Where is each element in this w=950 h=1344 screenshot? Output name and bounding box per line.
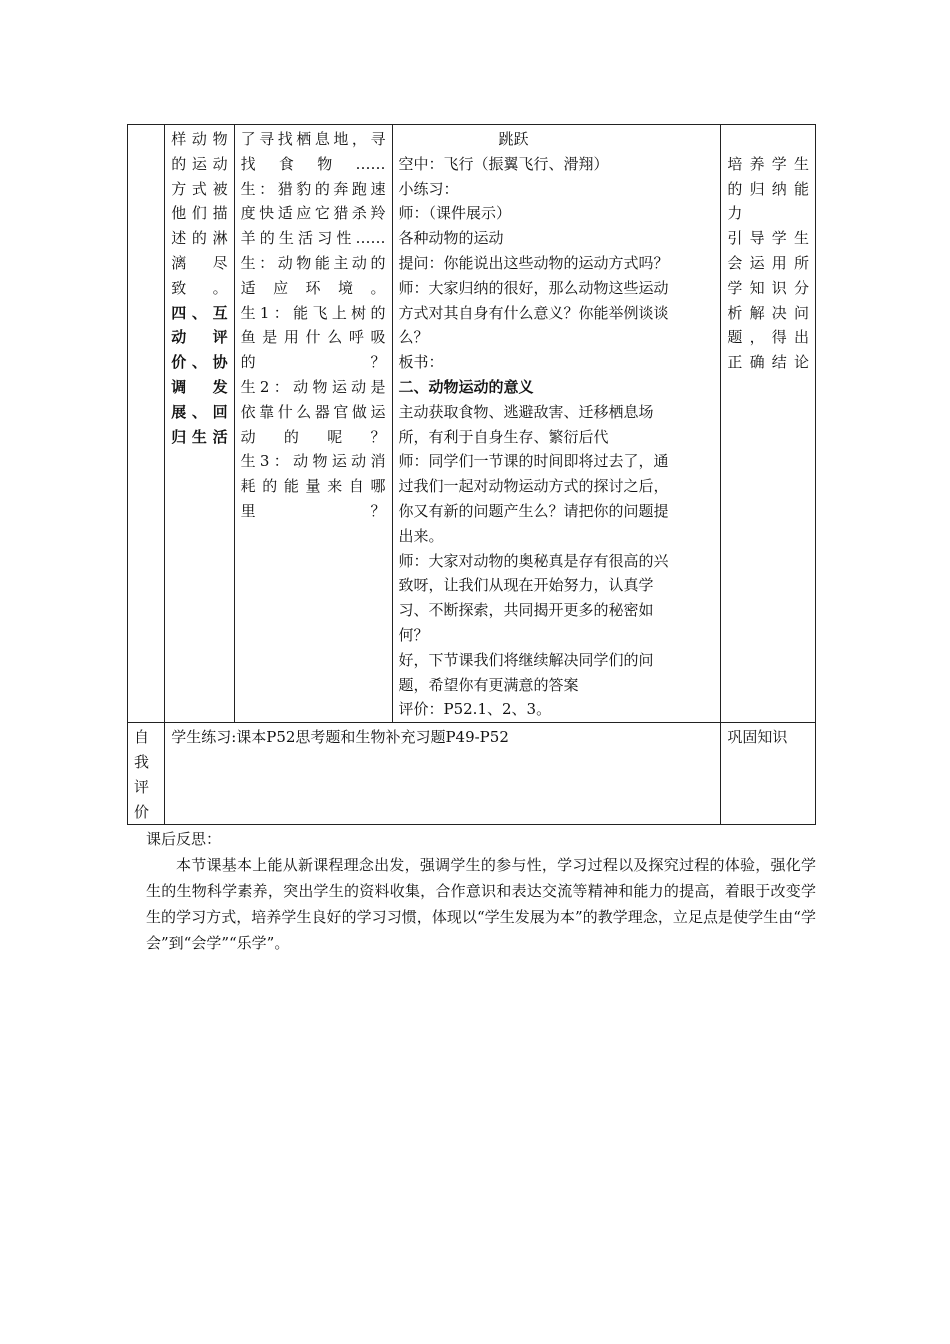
- text-line: 空中：飞行（振翼飞行、滑翔）: [398, 154, 609, 173]
- text-line: 适应环境。: [240, 278, 386, 297]
- reflection-section: [146, 826, 816, 956]
- text-line: 提问：你能说出这些动物的运动方式吗？: [398, 253, 669, 272]
- text-line: 述的淋: [171, 229, 228, 248]
- text-line: 生1：能飞上树的: [240, 303, 386, 322]
- text-line: 题，希望你有更满意的答案: [398, 675, 579, 694]
- reflection-body: 本节课基本上能从新课程理念出发，强调学生的参与性，学习过程以及探究过程的体验，强化学生的生物科学素养，突出学生的资料收集，合作意识和表达交流等精神和能力的提高，着眼于改变学生的学习方式，培养学生良好的学习习惯，体现以“学生发展为本”的教学理念，立足点是使学生由“学会”到“会学”“乐学”。: [146, 856, 816, 952]
- text-line: 生2：动物运动是: [240, 377, 386, 396]
- stage-heading: [171, 301, 227, 450]
- board-heading: 二、动物运动的意义: [398, 377, 534, 396]
- design-intent-cell: [721, 125, 816, 723]
- text-line: 过我们一起对动物运动方式的探讨之后，: [398, 477, 669, 496]
- text-line: 方式被: [171, 179, 228, 198]
- goal-cell: [721, 723, 816, 825]
- text-line: 你又有新的问题产生么？请把你的问题提: [398, 501, 669, 520]
- text-line: 动 评: [171, 328, 228, 347]
- table-row: [128, 723, 816, 825]
- text-line: 析解决问: [727, 303, 809, 322]
- text-line: 生：动物能主动的: [240, 253, 386, 272]
- text-line: 的？: [240, 353, 386, 372]
- self-eval-label-cell: [128, 723, 165, 825]
- text-line: 何？: [398, 625, 429, 644]
- text-line: 动的呢？: [240, 427, 386, 446]
- text-line: 漓 尽: [171, 253, 228, 272]
- reflection-title: 课后反思：: [146, 830, 222, 848]
- text-line: 归生活: [171, 427, 228, 446]
- text-line: 的运动: [171, 154, 228, 173]
- jump-label: 跳跃: [498, 130, 529, 148]
- text-line: 会运用所: [727, 253, 809, 272]
- text-line: 主动获取食物、逃避敌害、迁移栖息场: [398, 402, 654, 421]
- text-line: 方式对其自身有什么意义？你能举例谈谈: [398, 303, 669, 322]
- text-line: 找食物……: [240, 154, 386, 173]
- empty-stage-cell: [128, 125, 165, 723]
- text-line: 耗的能量来自哪: [240, 477, 386, 496]
- text-line: 里？: [240, 501, 386, 520]
- teacher-activity-cell: [392, 125, 721, 723]
- teacher-activity-text: [399, 152, 715, 375]
- goal-text: 巩固知识: [727, 728, 788, 747]
- text-line: 生：猎豹的奔跑速: [240, 179, 386, 198]
- text-line: 评: [134, 777, 150, 796]
- text-line: 鱼是用什么呼吸: [240, 328, 386, 347]
- text-line: 展、回: [171, 402, 228, 421]
- text-line: 羊的生活习性……: [240, 229, 386, 248]
- text-line: 引导学生: [727, 229, 809, 248]
- text-line: 自: [134, 728, 150, 747]
- text-line: 板书：: [398, 353, 444, 372]
- text-line: 各种动物的运动: [398, 229, 504, 248]
- student-activity-cell: [234, 125, 392, 723]
- text-line: 么？: [398, 328, 429, 347]
- text-line: 价、协: [171, 353, 228, 372]
- self-eval-label: [134, 725, 160, 824]
- student-activity-text: [241, 127, 386, 524]
- text-line: 度快适应它猎杀羚: [240, 204, 386, 223]
- text-line: 致。: [171, 278, 228, 297]
- text-line: 所，有利于自身生存、繁衍后代: [398, 427, 609, 446]
- text-line: 评价：P52.1、2、3。: [398, 700, 552, 719]
- text-line: 好，下节课我们将继续解决同学们的问: [398, 650, 654, 669]
- stage-cell: [165, 125, 234, 723]
- text-line: 四、互: [171, 303, 228, 322]
- text-line: [727, 127, 809, 152]
- text-line: 的归纳能: [727, 179, 809, 198]
- text-line: 师：大家归纳的很好，那么动物这些运动: [398, 278, 669, 297]
- stage-text: [171, 127, 227, 301]
- design-intent-text: [727, 127, 809, 375]
- text-line: 题，得出: [727, 328, 809, 347]
- text-line: 习、不断探索，共同揭开更多的秘密如: [398, 601, 654, 620]
- text-line: 师：（课件展示）: [398, 204, 512, 223]
- text-line: 培养学生: [727, 154, 809, 173]
- text-line: 生3：动物运动消: [240, 452, 386, 471]
- text-line: 小练习：: [398, 179, 459, 198]
- lesson-plan-table: [127, 124, 816, 825]
- text-line: 出来。: [398, 526, 444, 545]
- table-row: [128, 125, 816, 723]
- practice-cell: [165, 723, 721, 825]
- text-line: 我: [134, 752, 150, 771]
- practice-text: 学生练习:课本P52思考题和生物补充习题P49-P52: [171, 728, 509, 747]
- text-line: 师：大家对动物的奥秘真是存有很高的兴: [398, 551, 669, 570]
- text-line: 价: [134, 802, 150, 821]
- text-line: 力: [727, 204, 743, 223]
- teacher-activity-text-continued: [399, 400, 715, 722]
- text-line: 样动物: [171, 130, 228, 148]
- text-line: 了寻找栖息地，寻: [240, 130, 386, 148]
- text-line: 依靠什么器官做运: [240, 402, 386, 421]
- text-line: 正确结论: [727, 353, 809, 372]
- text-line: 师：同学们一节课的时间即将过去了，通: [398, 452, 669, 471]
- text-line: 学知识分: [727, 278, 809, 297]
- text-line: 他们描: [171, 204, 228, 223]
- text-line: 调 发: [171, 377, 228, 396]
- text-line: 致呀，让我们从现在开始努力，认真学: [398, 576, 654, 595]
